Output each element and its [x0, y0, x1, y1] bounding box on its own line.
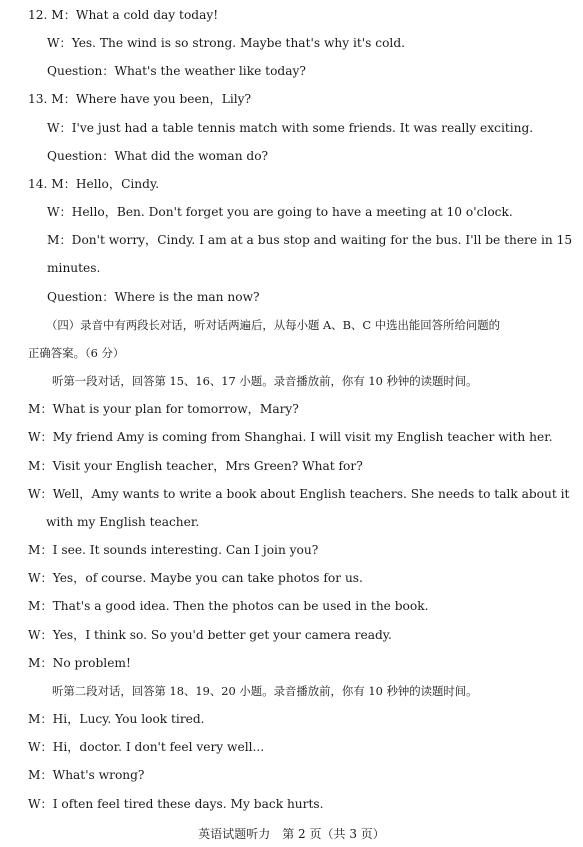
- dialogue-one-line: W：Yes，I think so. So you'd better get your camera ready.: [28, 628, 392, 642]
- dialogue-two-line: M：Hi，Lucy. You look tired.: [28, 712, 205, 726]
- section-four-instruction-cont: 正确答案。（6 分）: [28, 346, 125, 360]
- line-q14-m: 14. M：Hello，Cindy.: [28, 177, 160, 191]
- page-footer: 英语试题听力 第 2 页（共 3 页）: [198, 827, 385, 841]
- line-q12-question: Question：What's the weather like today?: [47, 64, 306, 78]
- dialogue-one-line: M：I see. It sounds interesting. Can I join you?: [28, 543, 319, 557]
- dialogue-one-line: M：No problem!: [28, 656, 131, 670]
- dialogue-two-instruction: 听第二段对话，回答第 18、19、20 小题。录音播放前，你有 10 秒钟的读题时间。: [52, 684, 478, 698]
- dialogue-one-line: W：Well，Amy wants to write a book about English teachers. She needs to talk about it: [28, 487, 570, 501]
- dialogue-one-line: M：That's a good idea. Then the photos can be used in the book.: [28, 599, 429, 613]
- section-four-instruction: （四）录音中有两段长对话，听对话两遍后，从每小题 A、B、C 中选出能回答所给问题的: [46, 318, 501, 332]
- dialogue-one-line-cont: with my English teacher.: [46, 515, 200, 529]
- dialogue-one-line: M：Visit your English teacher，Mrs Green? What for?: [28, 459, 363, 473]
- dialogue-one-instruction: 听第一段对话，回答第 15、16、17 小题。录音播放前，你有 10 秒钟的读题时间。: [52, 374, 478, 388]
- line-q14-question: Question：Where is the man now?: [47, 290, 260, 304]
- line-q14-m2: M：Don't worry，Cindy. I am at a bus stop and waiting for the bus. I'll be there in 15: [47, 233, 573, 247]
- line-q12-m: 12. M：What a cold day today!: [28, 8, 219, 22]
- line-q13-m: 13. M：Where have you been，Lily?: [28, 92, 252, 106]
- line-q14-m2-cont: minutes.: [47, 261, 101, 275]
- dialogue-one-line: W：Yes，of course. Maybe you can take photos for us.: [28, 571, 363, 585]
- line-q14-w: W：Hello，Ben. Don't forget you are going to have a meeting at 10 o'clock.: [47, 205, 513, 219]
- line-q13-w: W：I've just had a table tennis match with some friends. It was really exciting.: [47, 121, 534, 135]
- line-q13-question: Question：What did the woman do?: [47, 149, 269, 163]
- dialogue-two-line: W：Hi，doctor. I don't feel very well...: [28, 740, 265, 754]
- dialogue-two-line: W：I often feel tired these days. My back hurts.: [28, 797, 324, 811]
- dialogue-two-line: M：What's wrong?: [28, 768, 145, 782]
- line-q12-w: W：Yes. The wind is so strong. Maybe that's why it's cold.: [47, 36, 406, 50]
- dialogue-one-line: W：My friend Amy is coming from Shanghai. I will visit my English teacher with her.: [28, 430, 553, 444]
- dialogue-one-line: M：What is your plan for tomorrow，Mary?: [28, 402, 299, 416]
